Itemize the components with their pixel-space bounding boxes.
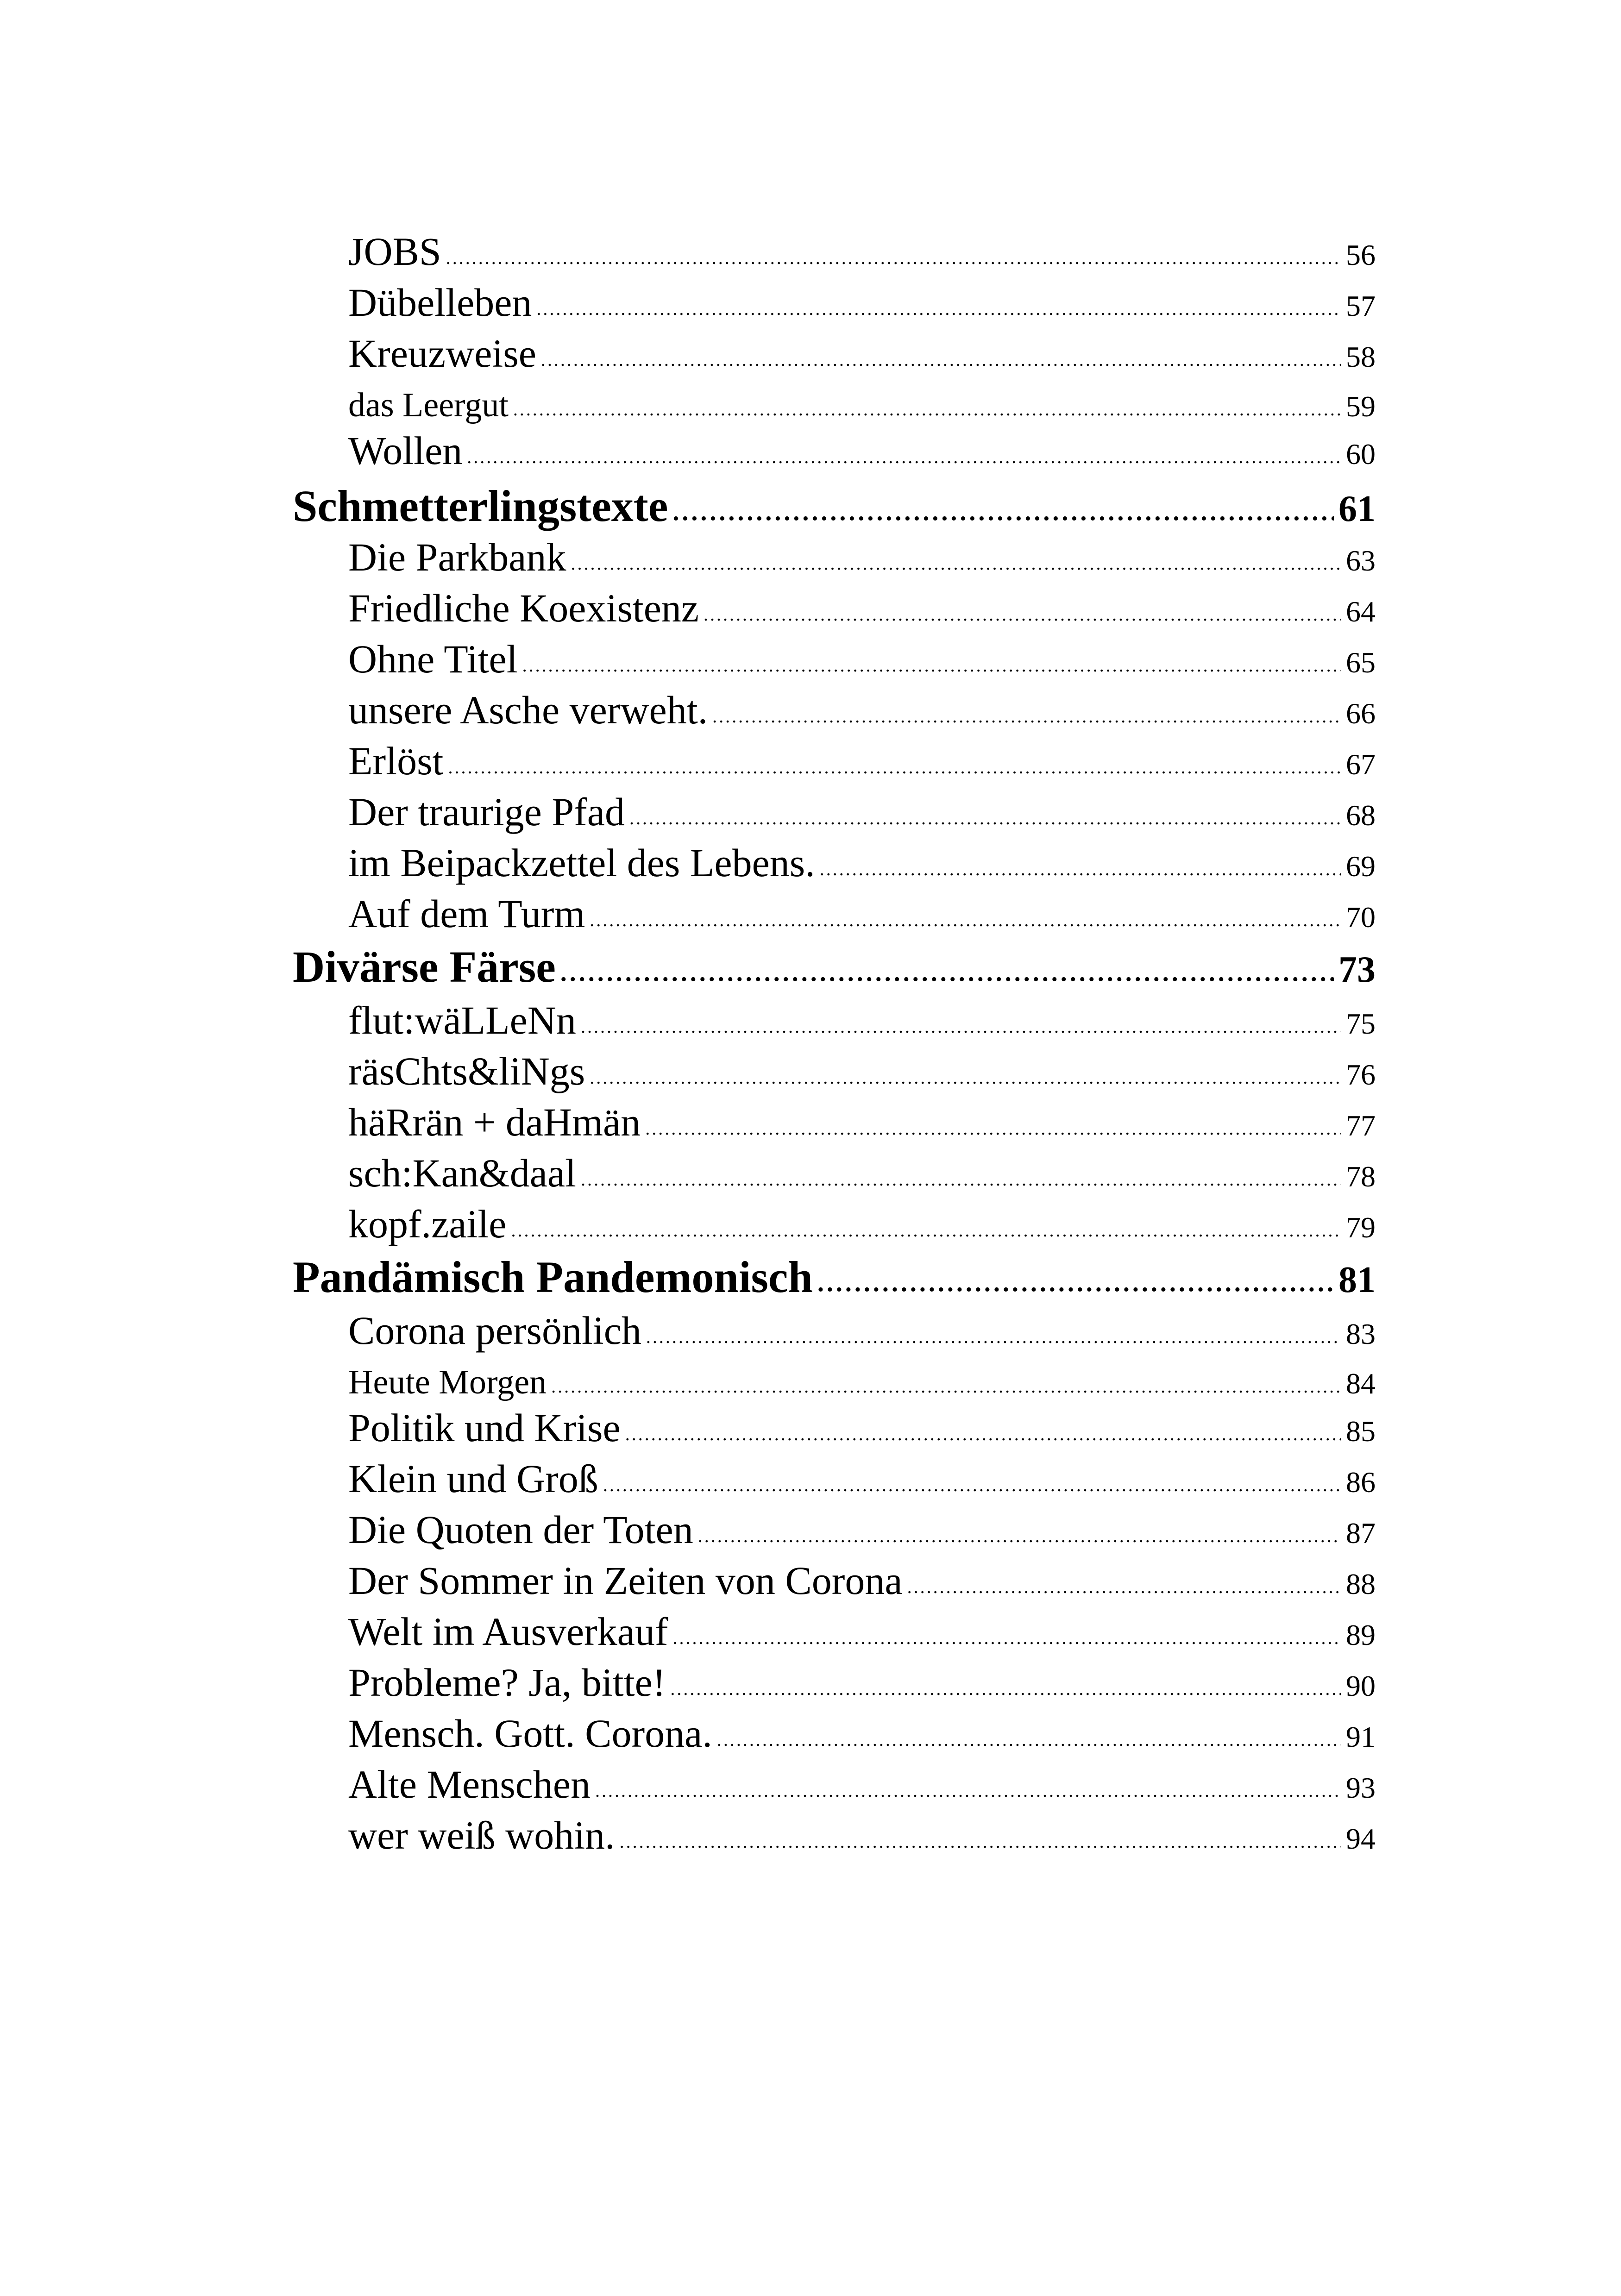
dot-leader	[446, 249, 1341, 267]
toc-entry-haerraen-dahmaen	[348, 1102, 1376, 1142]
toc-entry-title: flut:wäLLeNn	[348, 998, 576, 1042]
toc-entry-title: Der Sommer in Zeiten von Corona	[348, 1558, 903, 1603]
toc-entry-welt-im-ausverkauf	[348, 1609, 1376, 1654]
toc-chapter-divaerse-faerse	[293, 942, 1376, 991]
toc-entry-ohne-titel	[348, 639, 1376, 679]
toc-entry-page: 65	[1346, 646, 1376, 679]
dot-leader	[590, 1068, 1341, 1087]
toc-entry-page: 59	[1346, 390, 1376, 423]
toc-entry-wer-weiss-wohin	[348, 1815, 1376, 1855]
toc-entry-erloest	[348, 741, 1376, 781]
dot-leader	[581, 1170, 1341, 1189]
toc-entry-der-sommer-in-zeiten-von-corona	[348, 1558, 1376, 1603]
dot-leader	[712, 707, 1341, 726]
toc-entry-duebelleben	[348, 280, 1376, 325]
dot-leader	[698, 1527, 1341, 1545]
toc-entry-raeschts-lings	[348, 1051, 1376, 1091]
toc-entry-page: 86	[1346, 1466, 1376, 1499]
toc-entry-page: 64	[1346, 595, 1376, 628]
dot-leader	[467, 448, 1341, 466]
toc-entry-unsere-asche-verweht	[348, 690, 1376, 730]
toc-entry-page: 93	[1346, 1771, 1376, 1804]
toc-entry-page: 85	[1346, 1415, 1376, 1448]
toc-entry-page: 90	[1346, 1669, 1376, 1702]
toc-entry-title: JOBS	[348, 229, 441, 274]
toc-chapter-title: Schmetterlingstexte	[293, 481, 668, 531]
toc-entry-title: Wollen	[348, 428, 463, 473]
toc-entry-title: Auf dem Turm	[348, 891, 585, 936]
toc-entry-title: Klein und Groß	[348, 1456, 598, 1501]
toc-entry-page: 75	[1346, 1007, 1376, 1040]
toc-chapter-schmetterlingstexte	[293, 481, 1376, 531]
toc-entry-title: Die Quoten der Toten	[348, 1507, 693, 1552]
toc-entry-kreuzweise	[348, 331, 1376, 376]
toc-entry-page: 70	[1346, 901, 1376, 934]
toc-entry-title: Probleme? Ja, bitte!	[348, 1660, 666, 1705]
toc-chapter-title: Pandämisch Pandemonisch	[293, 1252, 813, 1302]
toc-entry-politik-und-krise	[348, 1405, 1376, 1450]
toc-entry-page: 83	[1346, 1317, 1376, 1350]
toc-chapter-page: 61	[1338, 489, 1376, 529]
dot-leader	[551, 1377, 1341, 1396]
toc-entry-title: Heute Morgen	[348, 1363, 547, 1401]
toc-entry-title: das Leergut	[348, 386, 509, 424]
dot-leader	[670, 1680, 1341, 1698]
toc-entry-im-beipackzettel-des-lebens	[348, 843, 1376, 883]
dot-leader	[522, 656, 1341, 675]
dot-leader	[571, 554, 1341, 573]
toc-entry-title: wer weiß wohin.	[348, 1813, 615, 1857]
dot-leader	[581, 1017, 1341, 1036]
toc-entry-corona-persoenlich	[348, 1308, 1376, 1353]
toc-entry-auf-dem-turm	[348, 891, 1376, 936]
toc-entry-mensch-gott-corona	[348, 1711, 1376, 1756]
toc-entry-title: Politik und Krise	[348, 1405, 621, 1450]
toc-chapter-page: 81	[1338, 1260, 1376, 1300]
dot-leader	[820, 860, 1341, 878]
dot-leader	[536, 300, 1341, 318]
dot-leader	[646, 1328, 1341, 1346]
toc-entry-title: im Beipackzettel des Lebens.	[348, 841, 815, 885]
dot-leader	[620, 1832, 1341, 1851]
toc-entry-title: Friedliche Koexistenz	[348, 586, 699, 630]
toc-entry-title: räsChts&liNgs	[348, 1049, 585, 1093]
toc-entry-title: Die Parkbank	[348, 535, 566, 579]
toc-entry-alte-menschen	[348, 1762, 1376, 1807]
toc-entry-page: 79	[1346, 1211, 1376, 1244]
dot-leader	[907, 1578, 1341, 1596]
dot-leader	[645, 1119, 1341, 1138]
toc-entry-jobs	[348, 229, 1376, 274]
toc-entry-page: 78	[1346, 1160, 1376, 1193]
toc-entry-title: Dübelleben	[348, 280, 532, 325]
toc-entry-die-quoten-der-toten	[348, 1507, 1376, 1552]
toc-entry-page: 91	[1346, 1720, 1376, 1753]
dot-leader	[672, 1629, 1341, 1647]
toc-entry-title: Alte Menschen	[348, 1762, 591, 1807]
toc-entry-wollen	[348, 428, 1376, 473]
toc-entry-page: 67	[1346, 748, 1376, 781]
toc-entry-die-parkbank	[348, 537, 1376, 577]
toc-chapter-title: Divärse Färse	[293, 942, 556, 991]
dot-leader	[448, 758, 1341, 777]
toc-entry-page: 76	[1346, 1058, 1376, 1091]
toc-entry-das-leergut	[348, 388, 1376, 422]
dot-leader	[817, 1270, 1334, 1296]
toc-entry-page: 69	[1346, 850, 1376, 883]
toc-entry-title: Kreuzweise	[348, 331, 536, 376]
dot-leader	[511, 1221, 1341, 1240]
dot-leader	[541, 351, 1341, 369]
dot-leader	[717, 1731, 1341, 1749]
toc-entry-title: Mensch. Gott. Corona.	[348, 1711, 712, 1756]
toc-entry-title: kopf.zaile	[348, 1202, 507, 1246]
toc-entry-page: 58	[1346, 340, 1376, 373]
toc-entry-page: 94	[1346, 1822, 1376, 1855]
toc-entry-title: Erlöst	[348, 739, 444, 783]
toc-entry-title: unsere Asche verweht.	[348, 688, 708, 732]
toc-entry-page: 89	[1346, 1618, 1376, 1651]
toc-entry-page: 66	[1346, 697, 1376, 730]
toc-entry-title: häRrän + daHmän	[348, 1100, 641, 1144]
toc-entry-page: 87	[1346, 1517, 1376, 1549]
toc-entry-kopf-zaile	[348, 1204, 1376, 1244]
toc-entry-page: 56	[1346, 238, 1376, 271]
toc-entry-page: 60	[1346, 438, 1376, 470]
toc-entry-title: Corona persönlich	[348, 1308, 641, 1353]
toc-chapter-pandaemisch-pandemonisch	[293, 1252, 1376, 1302]
toc-entry-page: 84	[1346, 1367, 1376, 1400]
toc-entry-page: 77	[1346, 1109, 1376, 1142]
toc-chapter-page: 73	[1338, 949, 1376, 990]
toc-entry-title: Welt im Ausverkauf	[348, 1609, 668, 1654]
toc-entry-flut-waellenn	[348, 1000, 1376, 1040]
toc-entry-probleme-ja-bitte	[348, 1660, 1376, 1705]
dot-leader	[595, 1782, 1341, 1800]
toc-entry-title: Der traurige Pfad	[348, 790, 625, 834]
toc-entry-page: 63	[1346, 544, 1376, 577]
toc-entry-klein-und-gross	[348, 1456, 1376, 1501]
toc-entry-page: 88	[1346, 1568, 1376, 1600]
toc-entry-heute-morgen	[348, 1365, 1376, 1399]
toc-entry-sch-kan-daal	[348, 1153, 1376, 1193]
dot-leader	[513, 400, 1341, 419]
toc-entry-title: sch:Kan&daal	[348, 1151, 576, 1195]
toc-entry-der-traurige-pfad	[348, 792, 1376, 832]
dot-leader	[590, 911, 1341, 929]
toc-entry-friedliche-koexistenz	[348, 588, 1376, 628]
dot-leader	[672, 499, 1334, 525]
toc-entry-page: 68	[1346, 799, 1376, 832]
dot-leader	[704, 605, 1341, 624]
dot-leader	[603, 1476, 1341, 1494]
dot-leader	[625, 1425, 1341, 1443]
dot-leader	[560, 960, 1334, 985]
toc-entry-page: 57	[1346, 289, 1376, 322]
toc-entry-title: Ohne Titel	[348, 637, 518, 681]
dot-leader	[629, 809, 1341, 828]
